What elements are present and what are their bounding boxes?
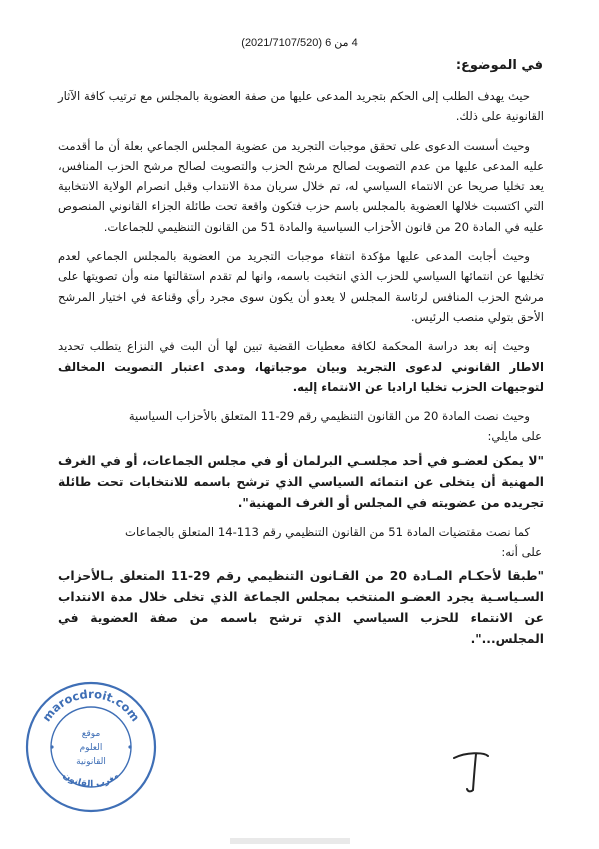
quote-article-20: "لا يمكن لعضـو في أحد مجلسـي البرلمان أو في مجلس الجماعات، أو في الغرف المهنية أن يتخلى عن انتمائه السياسي الذي ترشح باسمه للانتخابات تحت طائلة تجريده من عضويته في المجلس أو الغرف المهنية". [58,453,544,510]
quote-article-51: "طبقا لأحكـام المـادة 20 من القـانون التنظيمي رقم 29-11 المتعلق بـالأحزاب السـياسـية يجرد العضـو المنتخب بمجلس الجماعة الذي تخلى خلال مدة الانتداب عن الانتماء للحزب السياسي الذي ترشح باسمه من صفة العضوية في المجلس...". [58,569,544,647]
footer-scan-mark [230,838,350,844]
page-header [0,36,599,49]
paragraph-claim: حيث يهدف الطلب إلى الحكم بتجريد المدعى عليها من صفة العضوية بالمجلس مع ترتيب كافة الآثار القانونية على ذلك. [58,89,544,124]
paragraph-article-51-intro: كما نصت مقتضيات المادة 51 من القانون التنظيمي رقم 113-14 المتعلق بالجماعات [125,524,530,539]
paragraph-grounds: وحيث أسست الدعوى على تحقق موجبات التجريد من عضوية المجلس الجماعي بعلة أن ما أقدمت عليه المدعى عليها من عدم التصويت لصالح مرشح الحزب والتصويت لصالح مرشح الحزب المنافس، يعد تخليا صريحا عن الانتماء السياسي له، تم خلال سريان مدة الانتداب وقبل انصرام الولاية الانتخابية التي اكتسبت خلالها العضوية بالمجلس باسم حزب فتكون واقعة تحت طائلة الجزاء القانوني المنصوص عليه في المادة 20 من قانون الأحزاب السياسية والمادة 51 من القانون التنظيمي للجماعات. [58,138,544,234]
paragraph-court-reasoning [58,336,544,397]
subject-heading: في الموضوع: [455,58,543,73]
paragraph-article-20-intro: وحيث نصت المادة 20 من القانون التنظيمي رقم 29-11 المتعلق بالأحزاب السياسية [128,409,530,424]
stamp-inner-line-3: القانونية [76,757,106,767]
stamp-bottom-text: مغرب القانون [60,770,122,790]
article-51-lead-in: على أنه: [501,545,542,560]
paragraph-defense: وحيث أجابت المدعى عليها مؤكدة انتفاء موجبات التجريد من العضوية بالمجلس الجماعي لعدم تخليها عن انتمائها السياسي للحزب الذي انتخبت باسمه، وانها لم تقدم استقالتها منه وأن تصويتها على مرشح الحزب المنافس لرئاسة المجلس لا يعدو أن يكون سوى مجرد رأي وقناعة في اختيار المرشح الأحق بتولي منصب الرئيس. [58,249,544,324]
stamp-inner-line-2: العلوم [79,743,103,753]
stamp-inner-line-1: موقع [81,729,101,739]
judgment-body [58,86,544,658]
marocdroit-stamp [22,678,160,816]
article-20-lead-in: على مايلي: [487,429,542,444]
reasoning-text: وحيث إنه بعد دراسة المحكمة لكافة معطيات القضية تبين لها أن البت في النزاع يتطلب تحديد [58,339,530,354]
page-number: 4 من 6 (2021/7107/520) [241,37,358,49]
reasoning-bold-text: الاطار القانوني لدعوى التجريد وبيان موجباتها، ومدى اعتبار التصويت المخالف لتوجيهات الحزب تخليا اراديا عن الانتماء إليه. [58,359,544,394]
signature-icon [440,746,500,796]
stamp-outer-text: marocdroit.com [39,686,143,725]
